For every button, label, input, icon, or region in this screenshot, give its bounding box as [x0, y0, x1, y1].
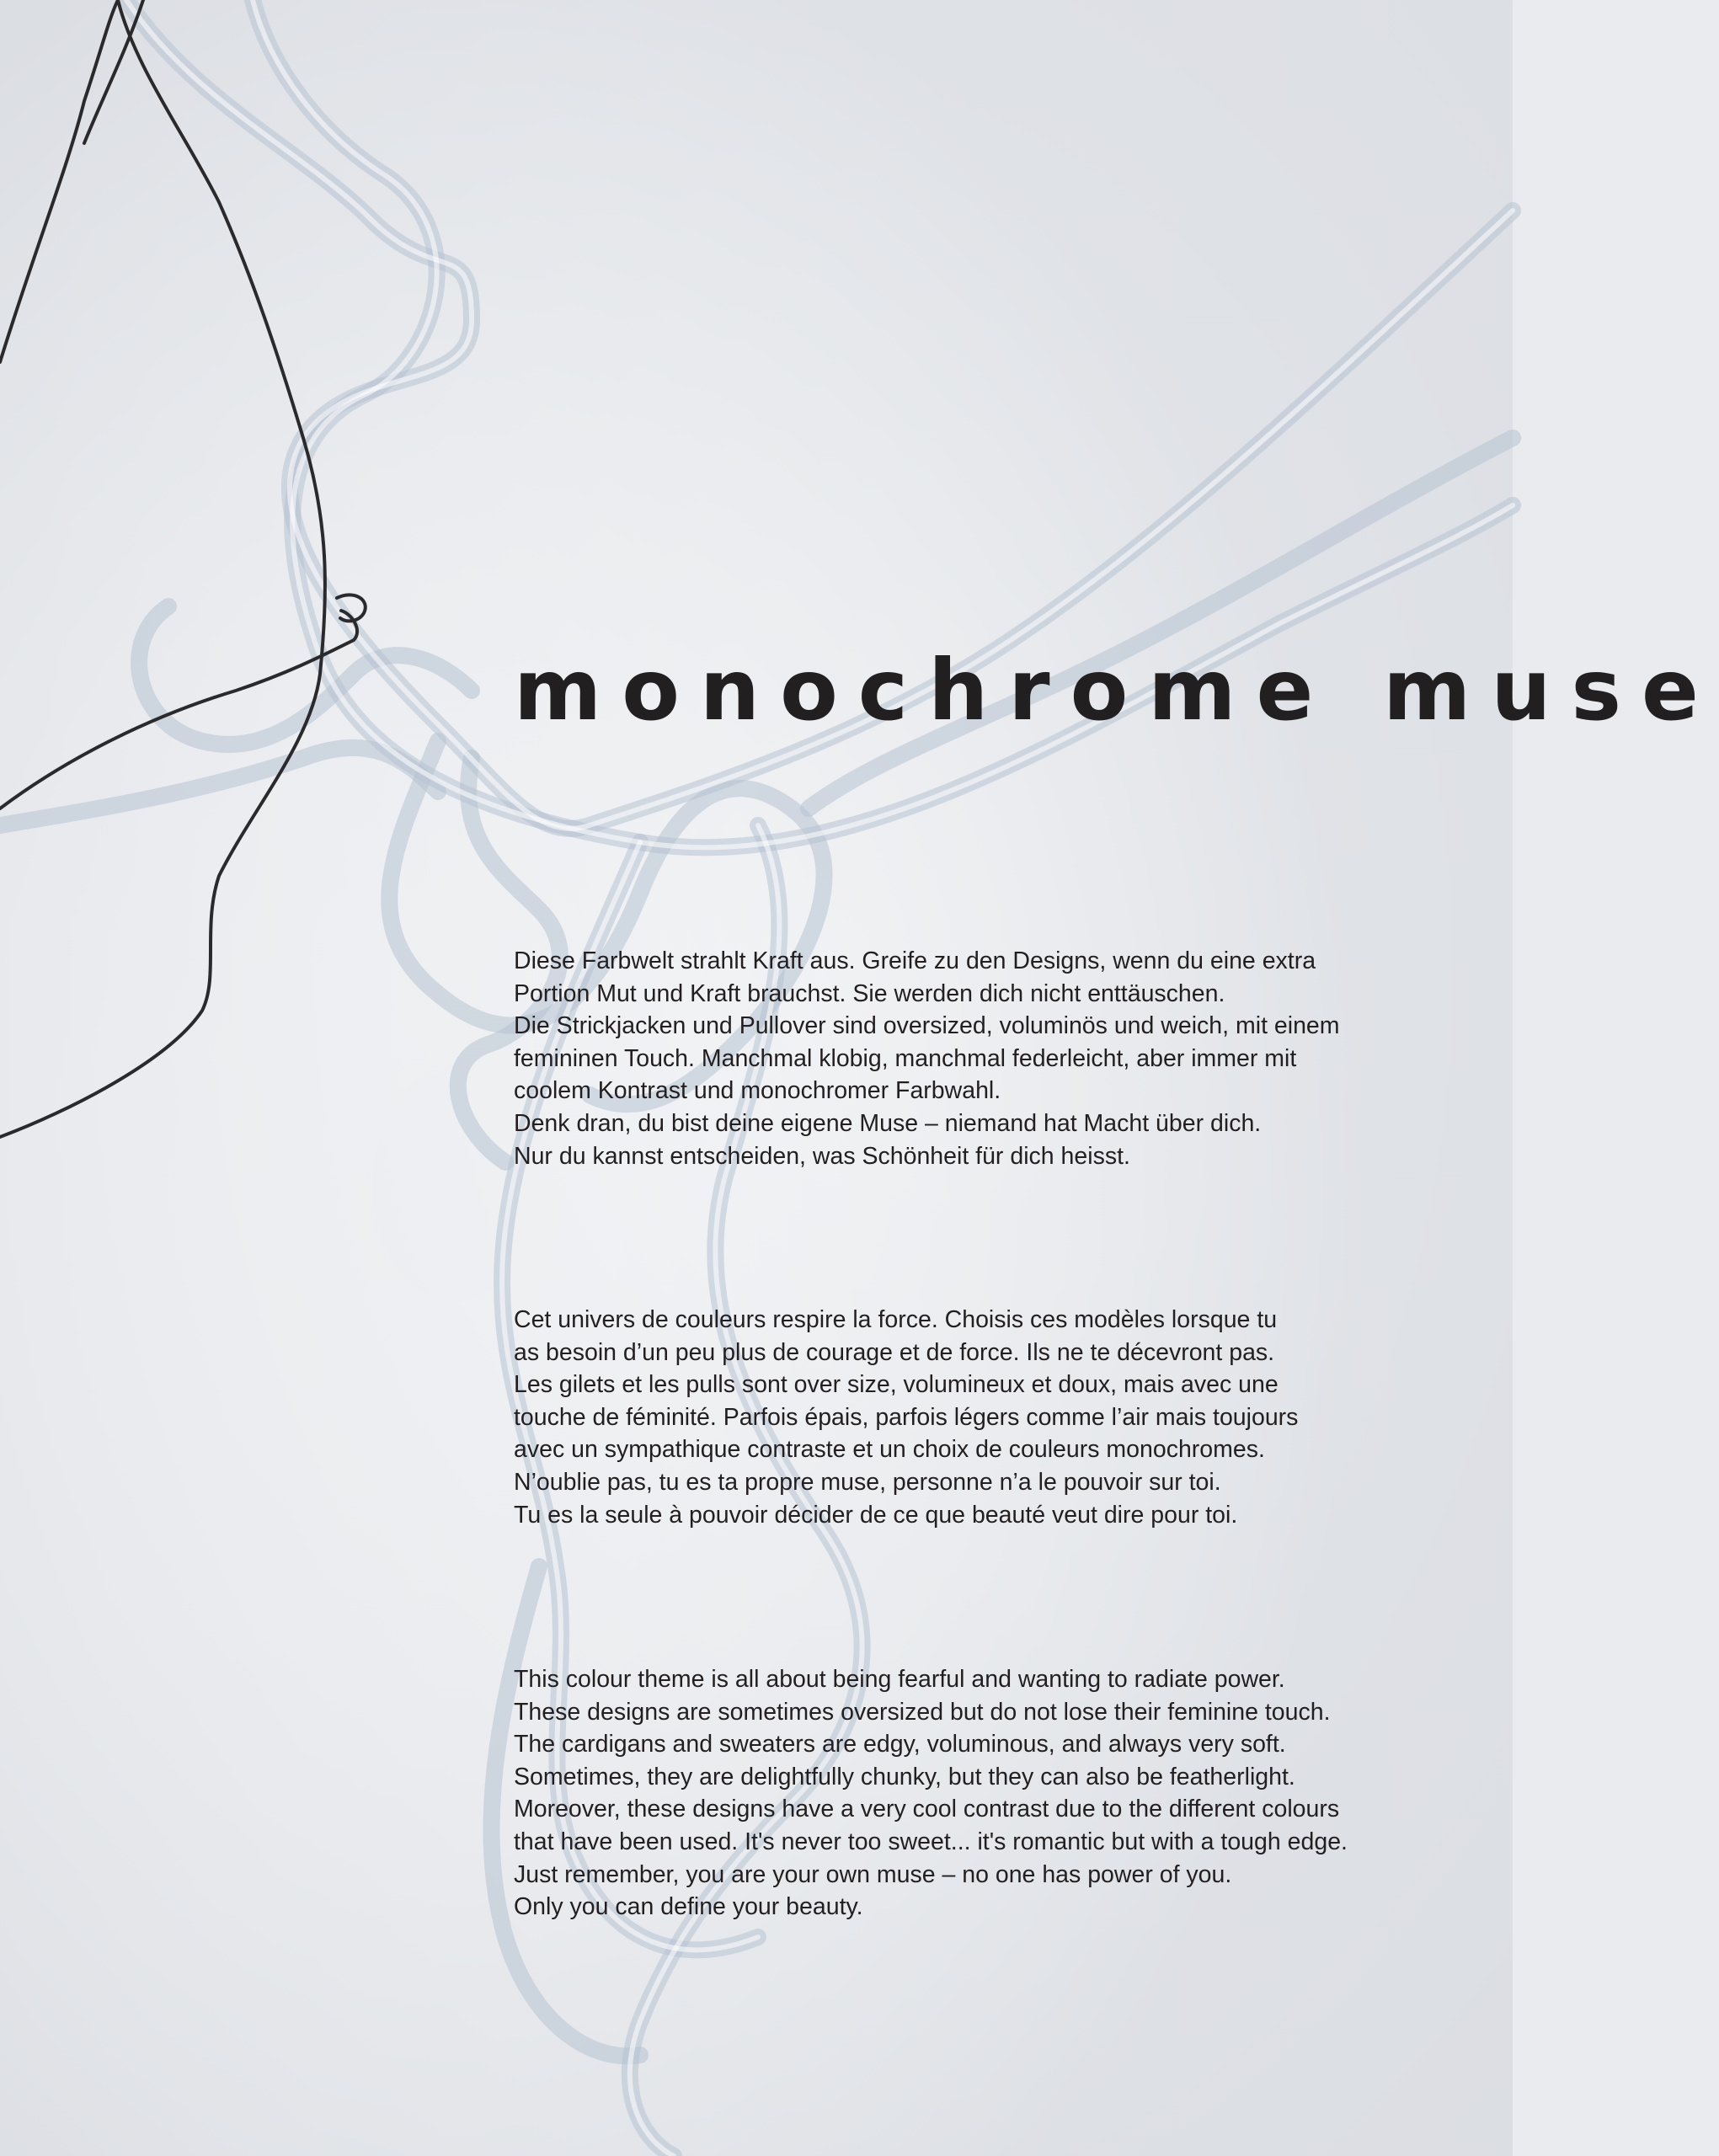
text-line: Portion Mut und Kraft brauchst. Sie werden dich nicht enttäuschen.: [514, 979, 1225, 1007]
text-line: Diese Farbwelt strahlt Kraft aus. Greife zu den Designs, wenn du eine extra: [514, 947, 1316, 974]
text-line: Only you can define your beauty.: [514, 1893, 863, 1921]
french-paragraph: [514, 1304, 1356, 1531]
text-line: touche de féminité. Parfois épais, parfois légers comme l’air mais toujours: [514, 1403, 1299, 1431]
text-line: Tu es la seule à pouvoir décider de ce que beauté veut dire pour toi.: [514, 1501, 1238, 1529]
text-line: Nur du kannst entscheiden, was Schönheit für dich heisst.: [514, 1142, 1130, 1170]
text-line: Just remember, you are your own muse – no one has power of you.: [514, 1860, 1232, 1888]
text-line: These designs are sometimes oversized but do not lose their feminine touch.: [514, 1698, 1331, 1726]
german-paragraph: [514, 945, 1356, 1172]
text-line: The cardigans and sweaters are edgy, voluminous, and always very soft.: [514, 1731, 1286, 1758]
text-line: avec un sympathique contraste et un choix de couleurs monochromes.: [514, 1436, 1265, 1464]
text-line: Cet univers de couleurs respire la force. Choisis ces modèles lorsque tu: [514, 1306, 1278, 1333]
text-line: as besoin d’un peu plus de courage et de force. Ils ne te décevront pas.: [514, 1338, 1275, 1366]
english-paragraph: [514, 1663, 1356, 1924]
page-title: monochrome muse: [514, 641, 1719, 739]
text-line: Sometimes, they are delightfully chunky, but they can also be featherlight.: [514, 1763, 1295, 1790]
text-line: that have been used. It's never too sweet... it's romantic but with a tough edge.: [514, 1828, 1348, 1855]
text-line: Moreover, these designs have a very cool contrast due to the different colours: [514, 1796, 1340, 1823]
text-line: coolem Kontrast und monochromer Farbwahl.: [514, 1077, 1001, 1105]
text-line: Die Strickjacken und Pullover sind oversized, voluminös und weich, mit einem: [514, 1012, 1340, 1040]
text-line: Denk dran, du bist deine eigene Muse – niemand hat Macht über dich.: [514, 1109, 1262, 1137]
text-line: femininen Touch. Manchmal klobig, manchmal federleicht, aber immer mit: [514, 1044, 1297, 1072]
text-line: Les gilets et les pulls sont over size, volumineux et doux, mais avec une: [514, 1371, 1279, 1399]
text-line: This colour theme is all about being fearful and wanting to radiate power.: [514, 1666, 1285, 1693]
text-line: N’oublie pas, tu es ta propre muse, personne n’a le pouvoir sur toi.: [514, 1468, 1221, 1496]
